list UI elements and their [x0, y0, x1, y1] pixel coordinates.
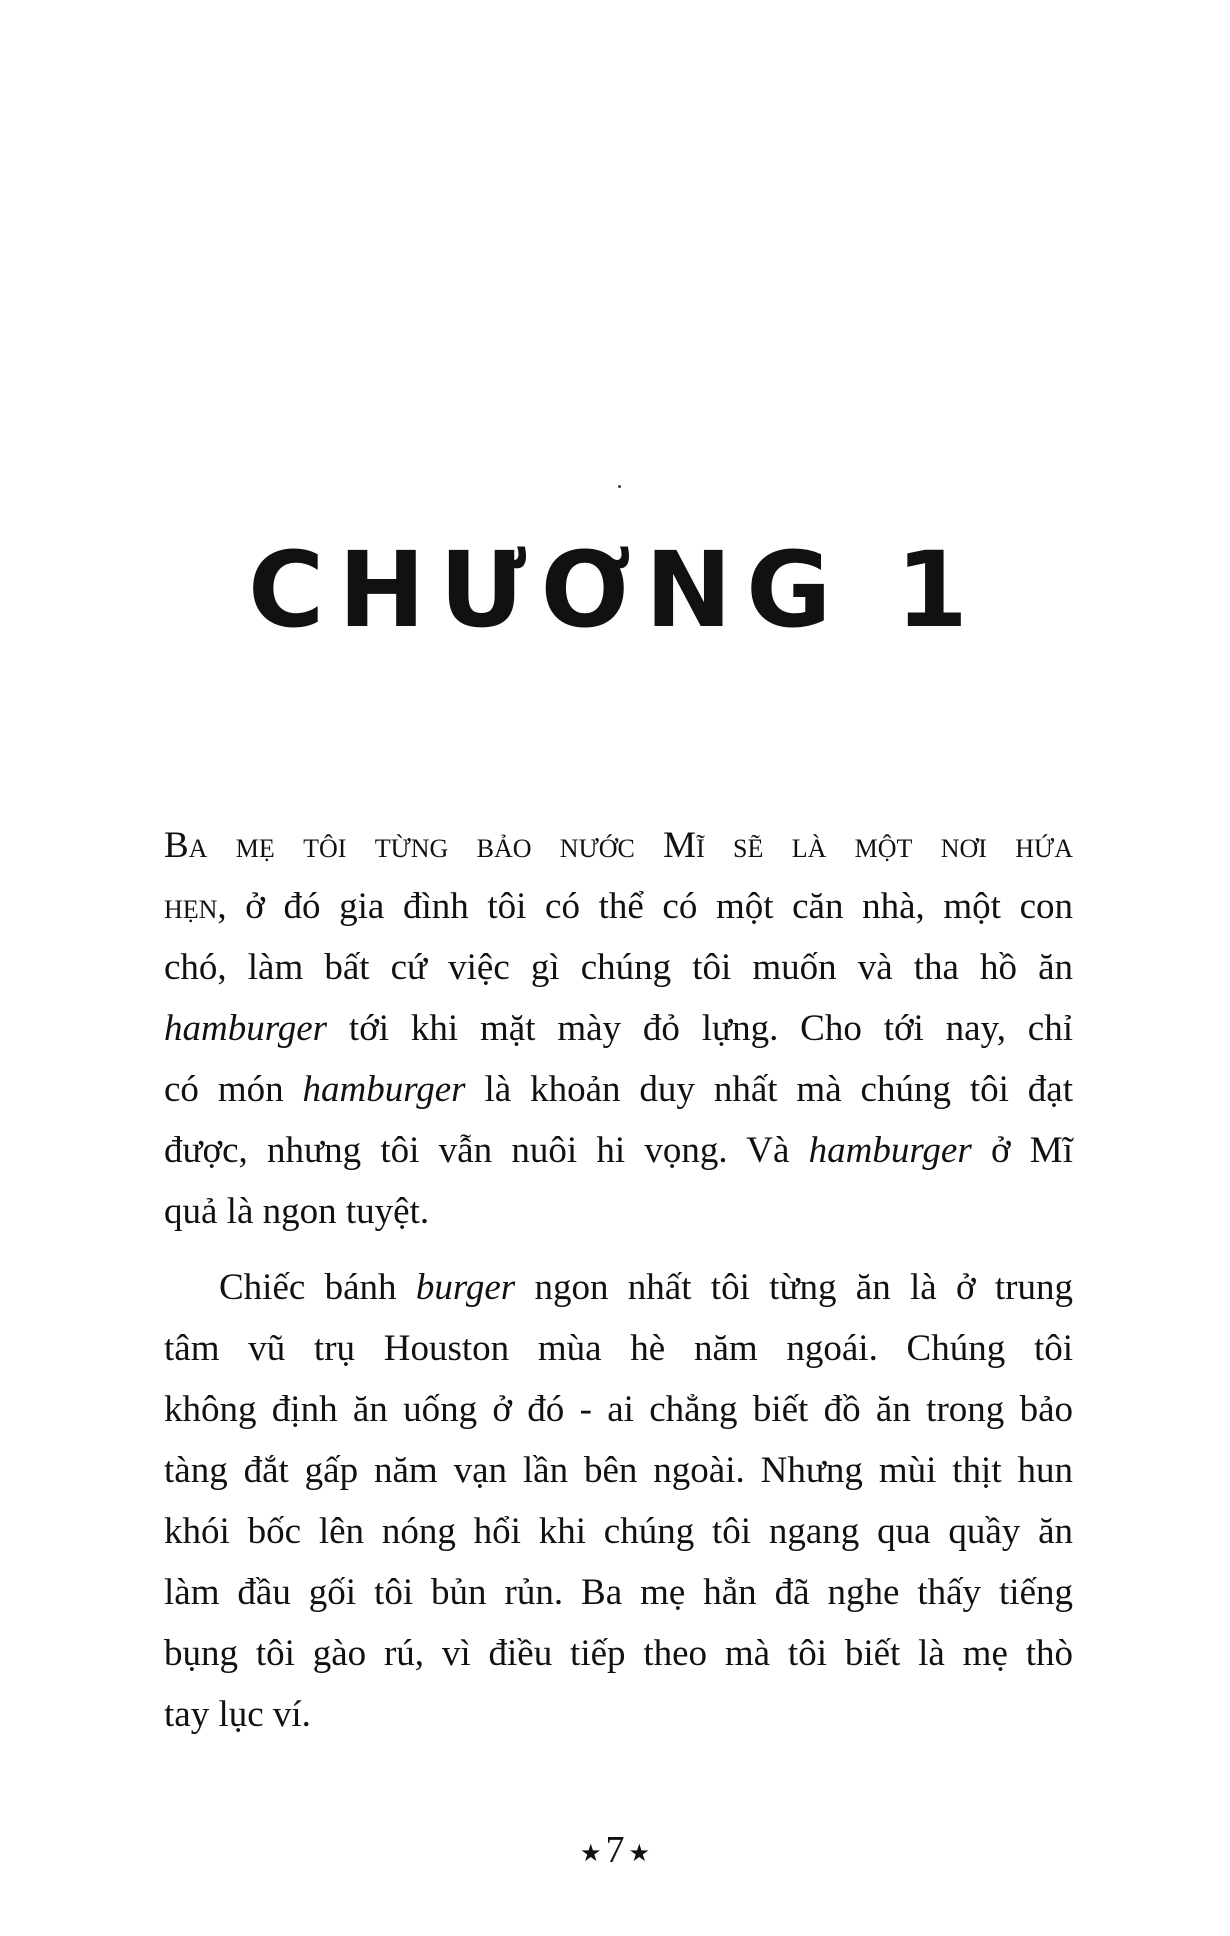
- text-line: [164, 1120, 1073, 1181]
- text-segment: ngon nhất tôi từng ăn là ở trung: [515, 1267, 1074, 1308]
- page-footer: [0, 1828, 1230, 1872]
- small-caps-text: hẹn,: [164, 886, 227, 927]
- chapter-title: CHƯƠNG 1: [247, 529, 983, 651]
- text-segment: có món: [164, 1069, 303, 1110]
- small-caps-text: Ba mẹ tôi từng bảo nước Mĩ sẽ là một nơi hứa: [164, 825, 1073, 866]
- text-line: [164, 998, 1073, 1059]
- text-line: [164, 1318, 1073, 1379]
- text-line: [164, 937, 1073, 998]
- text-segment: quả là ngon tuyệt.: [164, 1191, 430, 1232]
- text-line: [164, 1562, 1073, 1623]
- text-line: [164, 1440, 1073, 1501]
- page-number: 7: [605, 1829, 625, 1871]
- italic-text: hamburger: [164, 1008, 328, 1049]
- text-line: [164, 1257, 1073, 1318]
- paragraph: [164, 1257, 1073, 1745]
- text-segment: tâm vũ trụ Houston mùa hè năm ngoái. Chúng tôi: [164, 1328, 1073, 1369]
- star-icon: ★: [628, 1840, 651, 1867]
- text-line: [164, 1501, 1073, 1562]
- text-segment: Chiếc bánh: [219, 1267, 416, 1308]
- text-line: [164, 815, 1073, 876]
- star-icon: ★: [579, 1840, 602, 1867]
- text-segment: khói bốc lên nóng hổi khi chúng tôi ngang qua quầy ăn: [164, 1511, 1073, 1552]
- chapter-body: [164, 815, 1073, 1745]
- italic-text: hamburger: [302, 1069, 466, 1110]
- text-segment: chó, làm bất cứ việc gì chúng tôi muốn và tha hồ ăn: [164, 947, 1073, 988]
- text-segment: tàng đắt gấp năm vạn lần bên ngoài. Nhưng mùi thịt hun: [164, 1450, 1073, 1491]
- text-segment: bụng tôi gào rú, vì điều tiếp theo mà tôi biết là mẹ thò: [164, 1633, 1073, 1674]
- text-segment: không định ăn uống ở đó - ai chẳng biết đồ ăn trong bảo: [164, 1389, 1073, 1430]
- ink-dot: [618, 485, 621, 488]
- text-segment: ở đó gia đình tôi có thể có một căn nhà, một con: [226, 886, 1073, 927]
- text-segment: tay lục ví.: [164, 1694, 311, 1735]
- italic-text: hamburger: [808, 1130, 972, 1171]
- text-line: [164, 1059, 1073, 1120]
- text-segment: ở Mĩ: [971, 1130, 1073, 1171]
- text-line: [164, 1684, 1073, 1745]
- text-segment: là khoản duy nhất mà chúng tôi đạt: [465, 1069, 1074, 1110]
- text-segment: được, nhưng tôi vẫn nuôi hi vọng. Và: [164, 1130, 809, 1171]
- text-line: [164, 1379, 1073, 1440]
- text-line: [164, 1623, 1073, 1684]
- text-segment: tới khi mặt mày đỏ lựng. Cho tới nay, chỉ: [327, 1008, 1073, 1049]
- text-line: [164, 1181, 1073, 1242]
- paragraph: [164, 815, 1073, 1242]
- italic-text: burger: [415, 1267, 516, 1308]
- text-line: [164, 876, 1073, 937]
- text-segment: làm đầu gối tôi bủn rủn. Ba mẹ hẳn đã nghe thấy tiếng: [164, 1572, 1073, 1613]
